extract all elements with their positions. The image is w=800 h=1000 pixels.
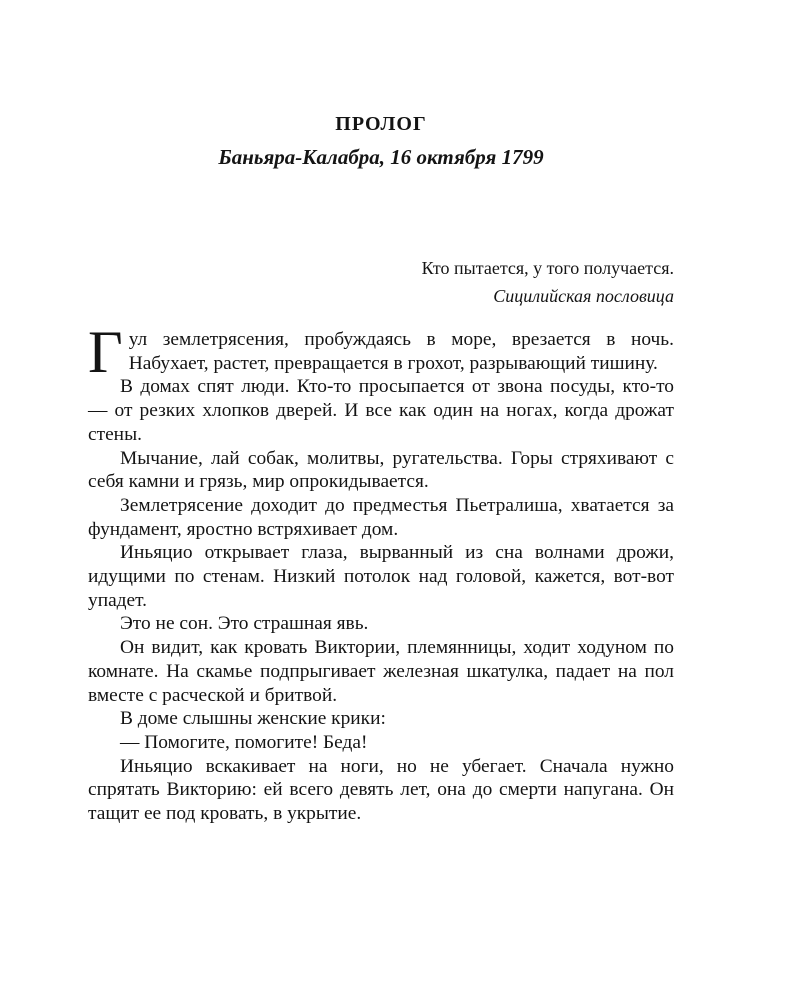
body-text	[88, 319, 674, 826]
epigraph-source: Сицилийская пословица	[493, 286, 674, 306]
epigraph	[422, 254, 674, 310]
paragraph: Мычание, лай собак, молитвы, ругательства. Горы стряхивают с себя камни и грязь, мир опрокидывается.	[88, 447, 674, 493]
paragraph: Иньяцио открывает глаза, вырванный из сна волнами дрожи, идущими по стенам. Низкий потолок над головой, кажется, вот-вот упадет.	[88, 542, 674, 611]
drop-cap: Г	[88, 319, 123, 385]
paragraph	[88, 319, 674, 385]
paragraph: В доме слышны женские крики:	[120, 708, 386, 730]
paragraph: Это не сон. Это страшная явь.	[120, 613, 369, 635]
paragraph: Землетрясение доходит до предместья Пьетралиша, хватается за фундамент, яростно встряхивает дом.	[88, 494, 674, 540]
paragraph: В домах спят люди. Кто-то просыпается от звона посуды, кто-то — от резких хлопков дверей. И все как один на ногах, когда дрожат стены.	[88, 376, 674, 445]
chapter-subtitle: Баньяра-Калабра, 16 октября 1799	[218, 145, 544, 169]
paragraph: Он видит, как кровать Виктории, племянницы, ходит ходуном по комнате. На скамье подпрыгивает железная шкатулка, падает на пол вместе с расческой и бритвой.	[88, 637, 674, 706]
paragraph: Иньяцио вскакивает на ноги, но не убегает. Сначала нужно спрятать Викторию: ей всего девять лет, она до смерти напугана. Он тащит ее под кровать, в укрытие.	[88, 755, 674, 825]
book-page	[88, 0, 674, 1000]
paragraph-text: ул землетрясения, пробуждаясь в море, врезается в ночь. Набухает, растет, превращается в грохот, разрывающий тишину.	[128, 329, 674, 374]
dialogue-line: — Помогите, помогите! Беда!	[120, 731, 368, 753]
chapter-title: ПРОЛОГ	[335, 113, 427, 135]
epigraph-quote: Кто пытается, у того получается.	[421, 258, 674, 278]
